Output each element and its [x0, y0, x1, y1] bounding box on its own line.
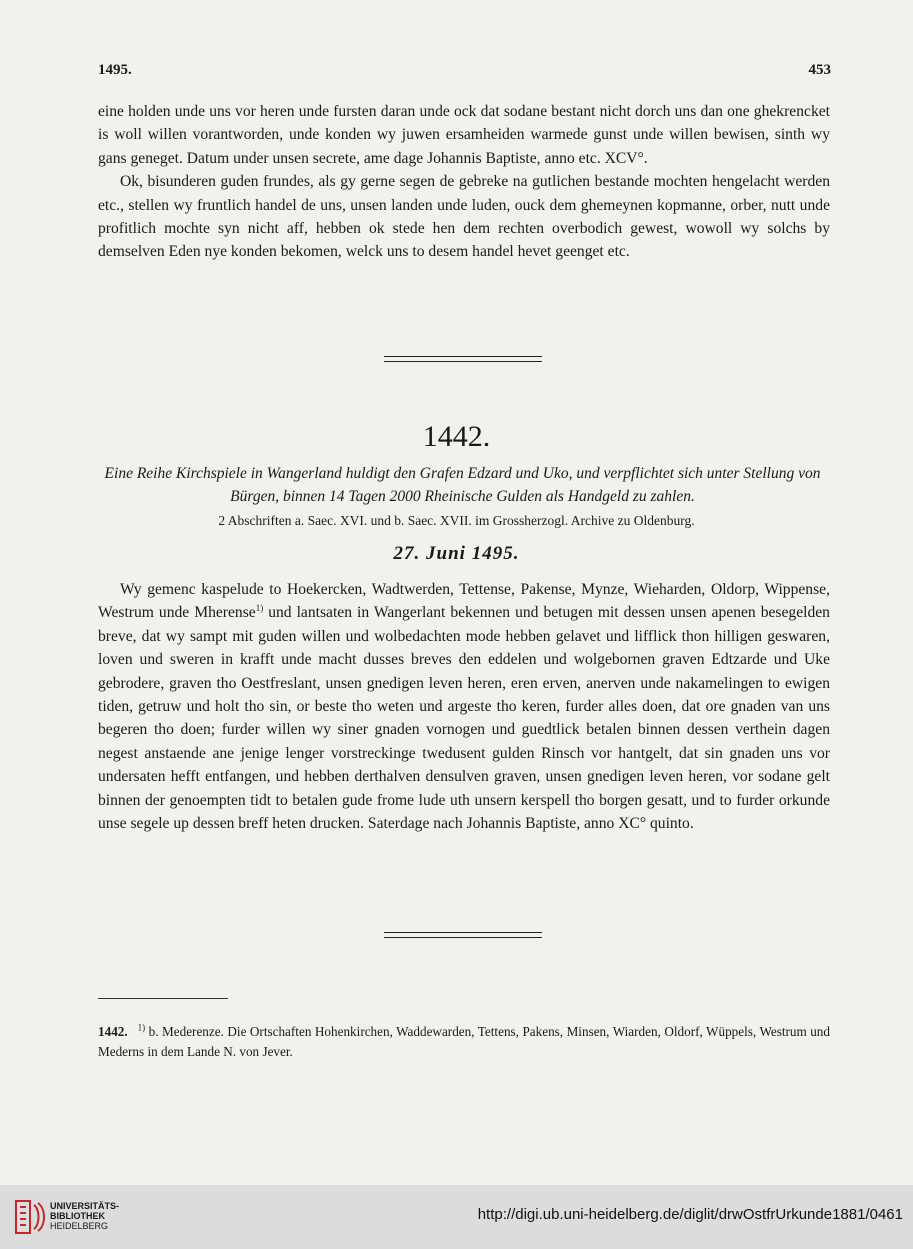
document-1441-continuation	[98, 100, 830, 264]
document-date: 27. Juni 1495.	[393, 543, 520, 564]
document-regest: Eine Reihe Kirchspiele in Wangerland huldigt den Grafen Edzard und Uko, und verpflichtet sich unter Stellung von Bürgen, binnen 14 Tagen 2000 Rheinische Gulden als Handgeld zu zahlen.	[104, 465, 821, 505]
text-segment: und lantsaten in Wangerlant bekennen und betugen mit dessen unsen apenen besegelden breve, dat wy sampt mit guden willen und wolbedachten mode hebben gelavet und lifflick thon hilligen geswaren, loven und sweren in krafft unde macht dusses breves den eddelen und wolgebornen graven Edtzarde und Uke gebrodere, graven tho Oestfreslant, unsen gnedigen leven heren, eren erven, anerven unde nakamelingen to ewigen tiden, getruw und holt tho sin, or beste tho weten und argeste tho keren, furder alles doen, dat ore gnaden van uns begeren tho doen; furder willen wy siner gnaden vornogen und guedtlick betalen binnen dessen verthein dagen negest anstaende ane jenige lenger vorstreckinge twedusent gulden Rinsch vor hantgelt, dat sin gnaden uns vor undersaten hefft entfangen, und hebben derthalven densulven graven, unsen gnedigen leven heren, vor sodane gelt binnen der genoempten tidt to betalen gude frome lude uth unsern kerspell tho borgen gesatt, und to furder orkunde unse segele up dessen breff heten drucken. Saterdage nach Johannis Baptiste, anno XC° quinto.	[98, 604, 830, 833]
library-name-line: HEIDELBERG	[50, 1221, 109, 1231]
document-sources: 2 Abschriften a. Saec. XVI. und b. Saec. XVII. im Grossherzogl. Archive zu Oldenburg.	[218, 513, 695, 528]
page-number: 453	[808, 62, 831, 78]
library-name-line: BIBLIOTHEK	[50, 1211, 105, 1221]
library-name	[50, 1201, 119, 1231]
paragraph: Ok, bisunderen guden frundes, als gy gerne segen de gebreke na gutlichen bestande mochten hengelacht werden etc., stellen wy fruntlich handel de uns, unsen landen unde luden, ouck dem ghemeynen kopmanne, orber, nutt unde profitlich mochte syn nicht aff, hebben ok stede hen dem rechten overbodich gewest, wowoll wy solchs by demselven Eden nye konden bekomen, welck uns to desem handel hevet geenget etc.	[98, 173, 830, 261]
document-number: 1442.	[422, 420, 491, 453]
document-1442-text	[98, 578, 830, 835]
footnote	[98, 1022, 830, 1062]
university-library-logo-icon	[12, 1195, 52, 1239]
paragraph	[98, 578, 830, 835]
section-separator	[384, 356, 542, 362]
running-head-year: 1495.	[98, 62, 132, 78]
footnote-marker: 1)	[137, 1022, 146, 1033]
paragraph: eine holden unde uns vor heren unde fursten daran unde ock dat sodane bestant nicht dorch uns dan one ghekrencket is woll willen vorantworden, unde konden wy juwen ersamheiden warmede gunst unde willen bewisen, sinth wy gans geneget. Datum under unsen secrete, ame dage Johannis Baptiste, anno etc. XCV°.	[98, 103, 830, 167]
running-head	[98, 62, 831, 84]
footnote-doc-ref: 1442.	[98, 1024, 128, 1039]
footnote-marker: 1)	[255, 603, 264, 614]
source-url-link[interactable]: http://digi.ub.uni-heidelberg.de/diglit/drwOstfrUrkunde1881/0461	[477, 1206, 903, 1223]
section-separator	[384, 932, 542, 938]
library-name-line: UNIVERSITÄTS-	[50, 1201, 120, 1211]
text-segment: Wy gemenc kaspelude to Hoekercken, Wadtwerden, Tettense, Pakense, Mynze, Wieharden, Oldorp, Wippense, Westrum unde Mherense	[98, 581, 830, 622]
footnote-rule	[98, 998, 228, 999]
footnote-text: b. Mederenze. Die Ortschaften Hohenkirchen, Waddewarden, Tettens, Pakens, Minsen, Wiarden, Oldorf, Wüppels, Westrum und Mederns in dem Lande N. von Jever.	[98, 1024, 830, 1059]
footer-bar	[0, 1185, 913, 1249]
